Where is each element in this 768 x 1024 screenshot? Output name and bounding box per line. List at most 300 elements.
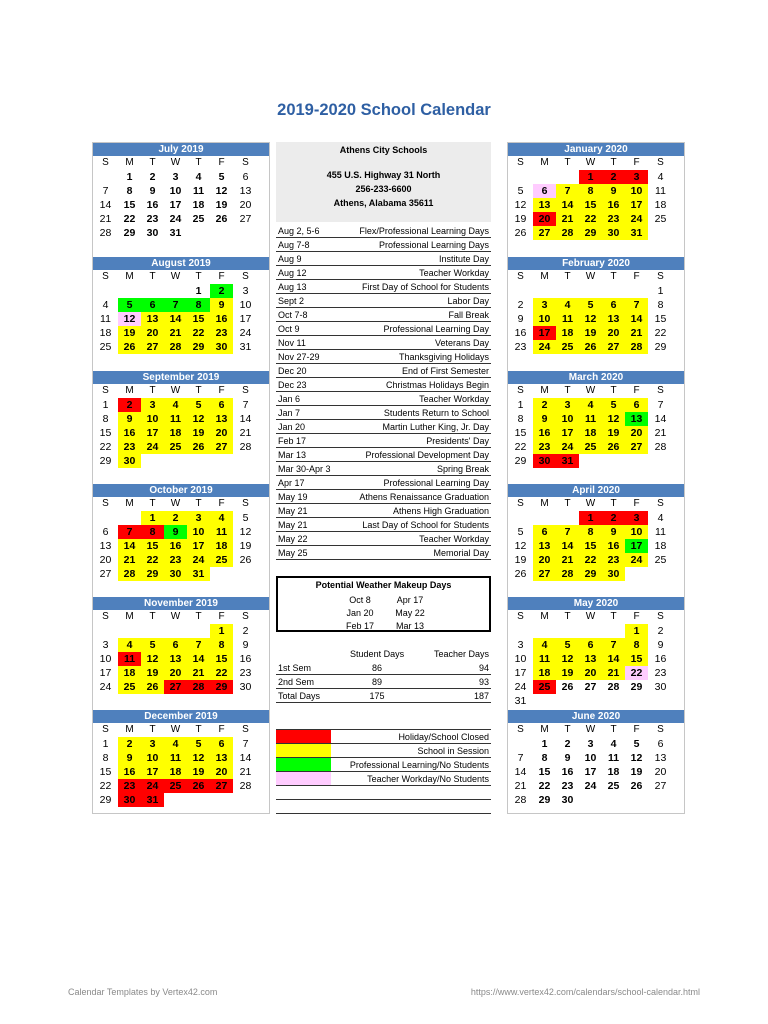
teacher-days-value: 94 <box>478 663 489 673</box>
weekday-label: T <box>195 157 202 168</box>
day-cell <box>93 624 118 638</box>
day-cell <box>648 694 673 708</box>
weekday-label: S <box>102 157 109 168</box>
day-cell: 11 <box>210 525 233 539</box>
day-cell: 12 <box>187 412 210 426</box>
event-row <box>276 448 491 462</box>
weekday-label: F <box>218 611 225 622</box>
day-cell <box>648 793 673 807</box>
weekday-label: M <box>125 724 134 735</box>
weekday-row <box>508 270 684 284</box>
day-cell: 21 <box>625 326 648 340</box>
day-cell <box>210 793 233 807</box>
day-cell: 12 <box>239 526 252 538</box>
day-cell: 17 <box>533 326 556 340</box>
day-cell: 8 <box>126 185 133 197</box>
week-row <box>93 638 269 652</box>
day-cell: 2 <box>657 625 664 637</box>
event-name: Veterans Day <box>434 338 489 348</box>
day-cell: 27 <box>239 213 252 225</box>
day-cell: 8 <box>625 638 648 652</box>
day-cell: 2 <box>602 511 625 525</box>
weekday-label: M <box>125 385 134 396</box>
events-list <box>276 224 491 560</box>
day-cell: 26 <box>239 554 252 566</box>
day-cell: 18 <box>118 666 141 680</box>
legend-swatch <box>276 772 331 785</box>
makeup-title: Potential Weather Makeup Days <box>315 580 452 590</box>
makeup-day: Jan 20 <box>346 608 374 618</box>
day-cell: 26 <box>118 340 141 354</box>
legend-label: Teacher Workday/No Students <box>367 774 489 784</box>
week-row <box>93 312 269 326</box>
event-date: May 21 <box>278 506 308 516</box>
day-cell: 28 <box>556 567 579 581</box>
event-row <box>276 420 491 434</box>
day-counts-table <box>276 647 491 703</box>
weekday-label: M <box>540 498 549 509</box>
week-row <box>508 212 684 226</box>
day-cell: 29 <box>99 455 112 467</box>
event-row <box>276 308 491 322</box>
day-cell: 17 <box>556 426 579 440</box>
weekday-row <box>508 497 684 511</box>
event-row <box>276 462 491 476</box>
day-cell: 23 <box>118 440 141 454</box>
day-cell: 14 <box>187 652 210 666</box>
day-cell: 8 <box>141 525 164 539</box>
day-cell: 26 <box>187 779 210 793</box>
day-cell: 10 <box>187 525 210 539</box>
week-row <box>93 454 269 468</box>
weekday-label: M <box>540 724 549 735</box>
week-row <box>508 426 684 440</box>
day-cell: 30 <box>210 340 233 354</box>
event-name: Thanksgiving Holidays <box>398 352 489 362</box>
day-cell <box>602 694 625 708</box>
day-cell: 6 <box>657 738 664 750</box>
day-cell <box>625 284 648 298</box>
day-cell: 18 <box>607 766 620 778</box>
weekday-label: M <box>540 157 549 168</box>
day-cell: 3 <box>102 639 109 651</box>
day-cell: 9 <box>533 412 556 426</box>
day-cell: 30 <box>654 681 667 693</box>
month-calendar <box>508 484 684 581</box>
weekday-label: F <box>633 385 640 396</box>
day-cell: 17 <box>514 667 527 679</box>
day-cell: 20 <box>210 765 233 779</box>
legend-swatch <box>276 758 331 771</box>
day-cell: 23 <box>514 341 527 353</box>
week-row <box>508 525 684 539</box>
day-cell: 10 <box>556 412 579 426</box>
day-cell: 22 <box>514 441 527 453</box>
day-cell: 24 <box>99 681 112 693</box>
day-cell <box>508 170 533 184</box>
week-row <box>93 539 269 553</box>
day-cell: 5 <box>118 298 141 312</box>
weekday-label: T <box>149 157 156 168</box>
student-days-value: 175 <box>369 691 385 701</box>
day-cell: 18 <box>164 426 187 440</box>
weekday-label: T <box>610 724 617 735</box>
event-name: Presidents' Day <box>426 436 489 446</box>
day-cell: 31 <box>625 226 648 240</box>
event-name: Teacher Workday <box>419 534 489 544</box>
week-row <box>93 184 269 198</box>
day-cell: 1 <box>517 399 524 411</box>
day-cell: 13 <box>579 652 602 666</box>
weekday-row <box>93 497 269 511</box>
day-cell: 18 <box>164 765 187 779</box>
day-cell <box>118 284 141 298</box>
event-row <box>276 322 491 336</box>
week-row <box>93 212 269 226</box>
day-cell: 29 <box>514 455 527 467</box>
makeup-day: Mar 13 <box>395 621 424 631</box>
event-date: Mar 30-Apr 3 <box>278 464 331 474</box>
day-cell: 19 <box>187 426 210 440</box>
weekday-label: S <box>242 385 249 396</box>
day-cell: 19 <box>514 213 527 225</box>
day-cell <box>210 226 233 240</box>
makeup-day: Feb 17 <box>345 621 375 631</box>
day-cell: 6 <box>602 298 625 312</box>
student-days-value: 89 <box>372 677 383 687</box>
day-cell: 4 <box>657 512 664 524</box>
month-calendar <box>93 257 269 354</box>
day-cell: 1 <box>579 170 602 184</box>
day-cell: 9 <box>602 184 625 198</box>
day-cell: 26 <box>602 440 625 454</box>
day-cell: 8 <box>210 638 233 652</box>
day-cell: 9 <box>517 313 524 325</box>
week-row <box>93 398 269 412</box>
weekday-label: M <box>540 385 549 396</box>
week-row <box>93 170 269 184</box>
weekday-row <box>93 610 269 624</box>
event-date: Aug 7-8 <box>278 240 310 250</box>
day-cell: 27 <box>141 340 164 354</box>
legend-row <box>276 730 491 744</box>
day-cell <box>648 454 673 468</box>
day-cell: 22 <box>210 666 233 680</box>
day-cell: 23 <box>239 667 252 679</box>
weekday-label: F <box>633 611 640 622</box>
weekday-label: M <box>540 611 549 622</box>
counts-row <box>276 675 491 689</box>
day-cell <box>233 793 258 807</box>
day-cell: 15 <box>579 539 602 553</box>
day-cell: 20 <box>602 326 625 340</box>
week-row <box>508 412 684 426</box>
weekday-label: T <box>195 498 202 509</box>
week-row <box>508 624 684 638</box>
day-cell: 13 <box>533 539 556 553</box>
weekday-row <box>93 156 269 170</box>
day-cell <box>579 624 602 638</box>
event-name: Spring Break <box>436 464 489 474</box>
day-cell: 20 <box>210 426 233 440</box>
weekday-label: S <box>657 157 664 168</box>
day-cell: 14 <box>239 752 252 764</box>
weekday-label: T <box>149 385 156 396</box>
day-cell: 15 <box>654 313 667 325</box>
day-cell: 10 <box>584 752 597 764</box>
day-cell: 15 <box>99 427 112 439</box>
week-row <box>508 765 684 779</box>
day-cell: 21 <box>556 212 579 226</box>
day-cell: 17 <box>141 426 164 440</box>
legend-swatch <box>276 730 331 743</box>
event-date: Dec 20 <box>278 366 307 376</box>
event-name: Labor Day <box>447 296 489 306</box>
day-cell: 16 <box>239 653 252 665</box>
day-cell: 27 <box>625 440 648 454</box>
event-name: First Day of School for Students <box>361 282 489 292</box>
day-cell: 23 <box>146 213 159 225</box>
event-row <box>276 224 491 238</box>
weekday-row <box>508 610 684 624</box>
day-cell: 1 <box>541 738 548 750</box>
month-header: December 2019 <box>93 710 269 723</box>
week-row <box>508 511 684 525</box>
day-cell: 6 <box>102 526 109 538</box>
day-cell: 10 <box>625 184 648 198</box>
day-cell: 26 <box>579 340 602 354</box>
day-cell: 9 <box>564 752 571 764</box>
week-row <box>93 553 269 567</box>
event-row <box>276 266 491 280</box>
week-row <box>508 553 684 567</box>
legend-label: Professional Learning/No Students <box>349 760 489 770</box>
day-cell: 14 <box>556 198 579 212</box>
day-cell: 31 <box>514 695 527 707</box>
day-cell: 23 <box>654 667 667 679</box>
day-cell: 12 <box>514 199 527 211</box>
week-row <box>508 751 684 765</box>
event-row <box>276 336 491 350</box>
week-row <box>93 298 269 312</box>
day-cell <box>93 511 118 525</box>
day-cell: 25 <box>654 554 667 566</box>
day-cell <box>579 793 602 807</box>
day-cell: 19 <box>187 765 210 779</box>
weekday-label: S <box>517 498 524 509</box>
week-row <box>93 793 269 807</box>
event-date: Oct 7-8 <box>278 310 308 320</box>
day-cell: 17 <box>625 198 648 212</box>
day-cell: 16 <box>602 539 625 553</box>
school-city: Athens, Alabama 35611 <box>333 198 434 208</box>
day-cell: 4 <box>164 398 187 412</box>
day-cell: 17 <box>239 313 252 325</box>
day-cell: 30 <box>164 567 187 581</box>
day-cell <box>508 737 533 751</box>
weekday-label: S <box>242 157 249 168</box>
day-cell: 29 <box>579 567 602 581</box>
day-cell: 23 <box>210 326 233 340</box>
legend-swatch <box>276 744 331 757</box>
week-row <box>508 340 684 354</box>
day-cell <box>93 284 118 298</box>
day-cell: 16 <box>514 327 527 339</box>
event-row <box>276 280 491 294</box>
day-cell: 1 <box>141 511 164 525</box>
day-cell: 26 <box>514 568 527 580</box>
day-cell: 28 <box>654 441 667 453</box>
day-cell: 6 <box>625 398 648 412</box>
event-row <box>276 252 491 266</box>
weekday-label: S <box>517 611 524 622</box>
weekday-label: W <box>585 157 596 168</box>
day-cell: 22 <box>99 780 112 792</box>
month-calendar <box>508 710 684 807</box>
week-row <box>93 680 269 694</box>
weekday-label: S <box>242 611 249 622</box>
event-name: Professional Development Day <box>365 450 489 460</box>
event-row <box>276 378 491 392</box>
day-cell: 18 <box>533 666 556 680</box>
day-cell: 5 <box>187 737 210 751</box>
week-row <box>93 340 269 354</box>
legend-row <box>276 758 491 772</box>
day-cell: 1 <box>625 624 648 638</box>
event-row <box>276 434 491 448</box>
teacher-days-value: 93 <box>478 677 489 687</box>
day-cell: 30 <box>533 454 556 468</box>
week-row <box>508 226 684 240</box>
week-row <box>508 793 684 807</box>
day-cell: 7 <box>556 184 579 198</box>
event-date: Aug 13 <box>278 282 307 292</box>
counts-header <box>276 647 491 661</box>
weekday-label: S <box>657 611 664 622</box>
week-row <box>93 567 269 581</box>
day-cell: 24 <box>187 553 210 567</box>
day-cell <box>602 793 625 807</box>
day-cell: 8 <box>102 413 109 425</box>
day-cell: 26 <box>561 681 574 693</box>
day-cell: 21 <box>118 553 141 567</box>
day-cell: 4 <box>533 638 556 652</box>
week-row <box>93 666 269 680</box>
day-cell: 3 <box>141 737 164 751</box>
day-cell: 29 <box>99 794 112 806</box>
counts-label: 1st Sem <box>278 663 312 673</box>
day-cell <box>141 284 164 298</box>
day-cell: 20 <box>533 212 556 226</box>
day-cell: 22 <box>99 441 112 453</box>
weekday-label: M <box>125 271 134 282</box>
day-cell: 7 <box>242 399 249 411</box>
day-cell: 2 <box>533 398 556 412</box>
event-date: Sept 2 <box>278 296 305 306</box>
event-row <box>276 476 491 490</box>
event-row <box>276 546 491 560</box>
makeup-day: Oct 8 <box>349 595 371 605</box>
day-cell: 14 <box>118 539 141 553</box>
day-cell: 27 <box>533 567 556 581</box>
day-cell: 11 <box>655 526 666 538</box>
day-cell: 10 <box>141 412 164 426</box>
month-header: March 2020 <box>508 371 684 384</box>
event-row <box>276 392 491 406</box>
day-cell: 12 <box>630 752 643 764</box>
event-date: May 19 <box>278 492 308 502</box>
day-cell: 28 <box>239 780 252 792</box>
day-cell: 31 <box>556 454 579 468</box>
day-cell <box>233 454 258 468</box>
weekday-label: F <box>633 724 640 735</box>
day-cell: 30 <box>602 567 625 581</box>
day-cell: 26 <box>514 227 527 239</box>
weekday-label: S <box>242 498 249 509</box>
day-cell: 18 <box>192 199 205 211</box>
day-cell: 27 <box>210 440 233 454</box>
day-cell: 13 <box>654 752 667 764</box>
day-cell: 7 <box>164 298 187 312</box>
day-cell: 23 <box>164 553 187 567</box>
day-cell: 18 <box>556 326 579 340</box>
day-cell: 28 <box>556 226 579 240</box>
day-cell: 21 <box>602 666 625 680</box>
day-cell: 29 <box>630 681 643 693</box>
day-cell <box>141 624 164 638</box>
weekday-row <box>508 384 684 398</box>
day-cell: 30 <box>146 227 159 239</box>
day-cell: 8 <box>517 413 524 425</box>
day-cell: 27 <box>164 680 187 694</box>
day-cell: 5 <box>602 398 625 412</box>
school-info-box <box>276 142 491 222</box>
day-cell: 18 <box>654 540 667 552</box>
counts-row <box>276 689 491 703</box>
day-cell: 20 <box>239 199 252 211</box>
day-cell: 24 <box>625 212 648 226</box>
weekday-label: T <box>149 271 156 282</box>
day-cell: 15 <box>514 427 527 439</box>
weekday-label: W <box>170 271 181 282</box>
week-row <box>508 638 684 652</box>
day-cell: 23 <box>533 440 556 454</box>
day-cell: 22 <box>579 553 602 567</box>
event-date: Apr 17 <box>278 478 305 488</box>
day-cell: 11 <box>164 412 187 426</box>
day-cell: 28 <box>239 441 252 453</box>
day-cell: 25 <box>99 341 112 353</box>
day-cell: 23 <box>561 780 574 792</box>
day-cell: 14 <box>602 652 625 666</box>
weekday-label: S <box>102 611 109 622</box>
day-cell <box>187 454 210 468</box>
day-cell: 12 <box>141 652 164 666</box>
day-cell: 31 <box>239 341 252 353</box>
month-header: July 2019 <box>93 143 269 156</box>
week-row <box>508 652 684 666</box>
day-cell: 22 <box>123 213 136 225</box>
weekday-row <box>508 723 684 737</box>
day-cell: 2 <box>164 511 187 525</box>
day-cell: 5 <box>242 512 249 524</box>
footer-url[interactable]: https://www.vertex42.com/calendars/school-calendar.html <box>470 987 700 997</box>
day-cell: 16 <box>146 199 159 211</box>
weekday-label: T <box>610 385 617 396</box>
day-cell <box>533 170 556 184</box>
event-name: Fall Break <box>448 310 489 320</box>
day-cell: 17 <box>187 539 210 553</box>
